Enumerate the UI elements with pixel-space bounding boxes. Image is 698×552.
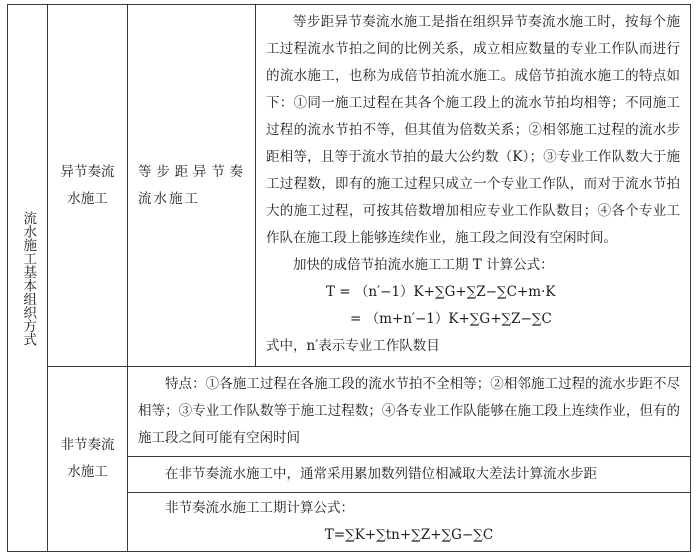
- uneven-formula-intro: 加快的成倍节拍流水施工工期 T 计算公式：: [293, 257, 554, 273]
- uneven-formula-2: = （m+n′−1）K+∑G+∑Z−∑C: [350, 311, 552, 327]
- category-label: 流水施工基本组织方式: [20, 210, 37, 346]
- non-rhythmic-label: 非节奏流水施工: [60, 437, 115, 480]
- uneven-sub-label: 等步距异节奏流水施工: [138, 163, 245, 207]
- non-rhythmic-features: 特点：①各施工过程在各施工段的流水节拍不全相等；②相邻施工过程的流水步距不尽相等；③专业工作队数等于施工过程数；④各专业工作队能够在施工段上连续作业，但有的施工段之间可能有空闲时间: [138, 376, 680, 446]
- non-rhythmic-step-method: 在非节奏流水施工中，通常采用累加数列错位相减取大差法计算流水步距: [165, 466, 597, 482]
- uneven-label: 异节奏流水施工: [60, 163, 115, 207]
- non-rhythmic-duration-intro: 非节奏流水施工工期计算公式：: [165, 500, 354, 516]
- non-rhythmic-label-cell: [48, 367, 128, 552]
- uneven-label-cell: [48, 5, 128, 367]
- uneven-formula-note: 式中，n′表示专业工作队数目: [266, 338, 440, 354]
- non-rhythmic-duration-formula: T=∑K+∑tn+∑Z+∑G−∑C: [324, 527, 494, 543]
- uneven-formula-1: T = （n′−1）K+∑G+∑Z−∑C+m·K: [326, 284, 556, 300]
- uneven-description: 等步距异节奏流水施工是指在组织异节奏流水施工时，按每个施工过程流水节拍之间的比例关系，成立相应数量的专业工作队而进行的流水施工，也称为成倍节拍流水施工。成倍节拍流水施工的特点如下：①同一施工过程在其各个施工段上的流水节拍均相等；不同施工过程的流水节拍不等，但其值为倍数关系；②相邻施工过程的流水步距相等，且等于流水节拍的最大公约数（K）；③专业工作队数大于施工过程数，即有的施工过程只成立一个专业工作队，而对于流水节拍大的施工过程，可按其倍数增加相应专业工作队数目；④各个专业工作队在施工段上能够连续作业，施工段之间没有空闲时间。: [266, 14, 680, 246]
- category-cell: [8, 5, 48, 552]
- uneven-sub-label-cell: [128, 5, 256, 367]
- non-rhythmic-step-method-cell: [128, 457, 691, 493]
- non-rhythmic-features-cell: [128, 367, 691, 457]
- uneven-description-cell: [256, 5, 691, 367]
- construction-organization-table: [7, 4, 691, 552]
- non-rhythmic-duration-cell: [128, 493, 691, 552]
